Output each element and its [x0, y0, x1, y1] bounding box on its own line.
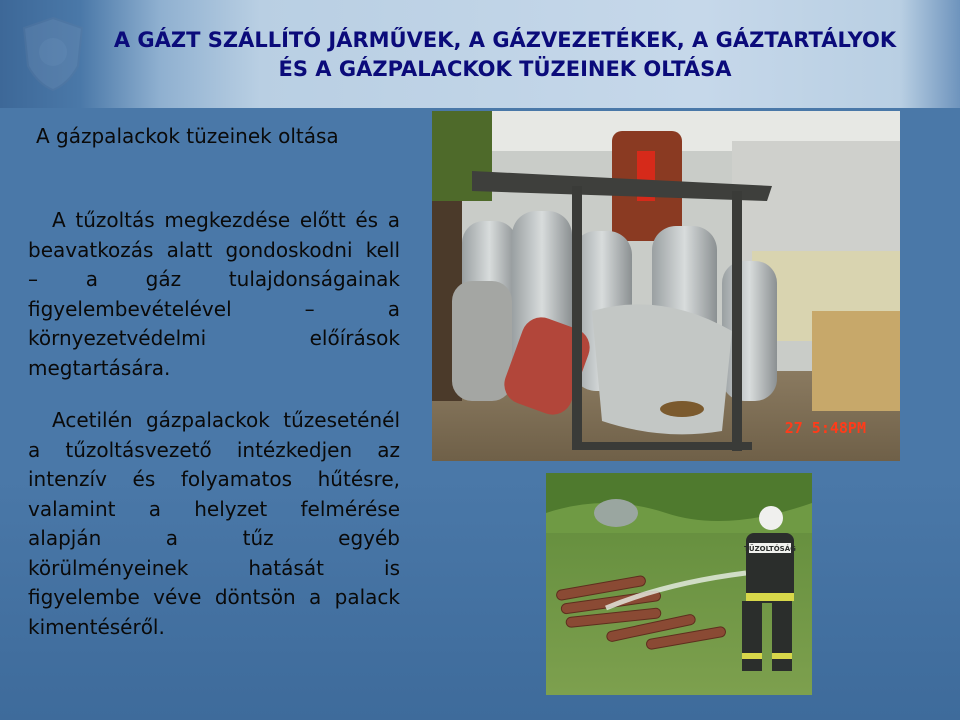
title-band	[0, 0, 960, 108]
paragraph-1	[28, 206, 400, 383]
paragraph-2-line: alapján a tűz egyéb	[28, 526, 400, 550]
photo-firefighter-cooling	[546, 473, 812, 695]
paragraph-2-line: kimentéséről.	[28, 614, 165, 639]
paragraph-2-line: körülményeinek hatását is	[28, 555, 400, 580]
firefighter-illustration	[546, 473, 812, 695]
paragraph-1-line: – a gáz tulajdonságainak	[28, 267, 400, 291]
paragraph-2-line: Acetilén gázpalackok tűzeseténél	[52, 408, 400, 432]
slide-title	[90, 26, 920, 84]
slide-title-line-2: ÉS A GÁZPALACKOK TÜZEINEK OLTÁSA	[278, 57, 732, 81]
slide-title-line-1: A GÁZT SZÁLLÍTÓ JÁRMŰVEK, A GÁZVEZETÉKEK, A GÁZTARTÁLYOK	[113, 28, 897, 52]
paragraph-1-line: környezetvédelmi előírások	[28, 326, 400, 350]
paragraph-2-line: figyelembe véve döntsön a palack	[28, 585, 400, 609]
paragraph-2-line: a tűzoltásvezető intézkedjen az	[28, 437, 400, 462]
paragraph-1-line: beavatkozás alatt gondoskodni kell	[28, 237, 400, 262]
vest-text: TŰZOLTÓSÁG	[744, 545, 796, 553]
paragraph-1-line: figyelembevételével – a	[28, 296, 400, 321]
paragraph-2	[28, 406, 400, 642]
section-subtitle: A gázpalackok tüzeinek oltása	[36, 124, 339, 148]
paragraph-1-line: A tűzoltás megkezdése előtt és a	[52, 208, 400, 232]
photo-burnt-gas-cylinders	[432, 111, 900, 461]
burnt-cylinders-illustration	[432, 111, 900, 461]
paragraph-2-line: valamint a helyzet felmérése	[28, 496, 400, 521]
paragraph-2-line: intenzív és folyamatos hűtésre,	[28, 467, 400, 491]
emblem-icon	[18, 14, 88, 94]
paragraph-1-line: megtartására.	[28, 355, 171, 380]
photo-timestamp: 27 5:48PM	[784, 419, 866, 437]
